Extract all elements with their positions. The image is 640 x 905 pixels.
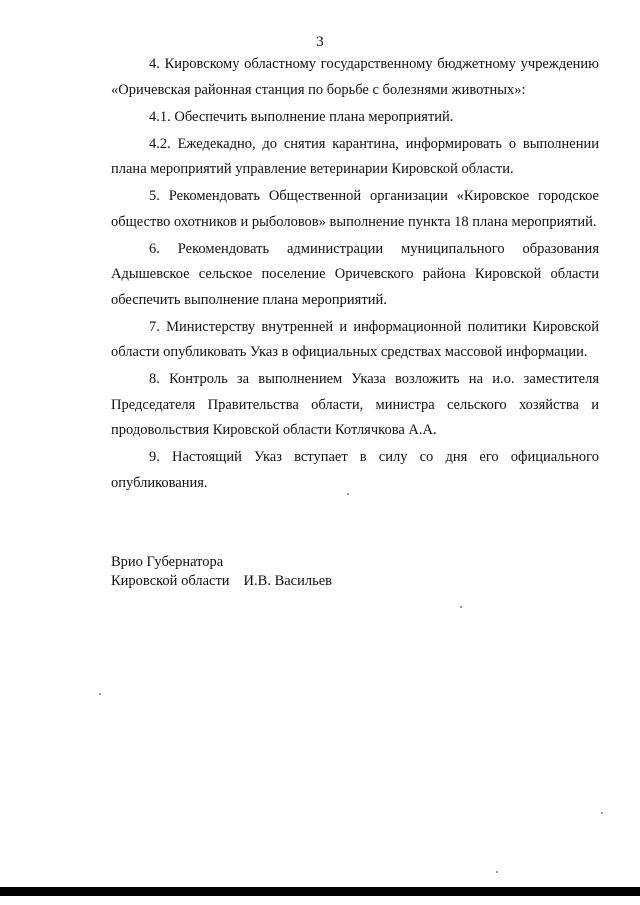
paragraph-item-9: 9. Настоящий Указ вступает в силу со дня его официального опубликования. [111,449,599,491]
paragraph-item-4: 4. Кировскому областному государственному бюджетному учреждению «Оричевская районная станция по борьбе с болезнями животных»: [111,56,599,98]
scan-speck [347,493,349,495]
page-number: 3 [316,34,324,50]
document-body [111,52,599,498]
paragraph-item-4-2: 4.2. Ежедекадно, до снятия карантина, информировать о выполнении плана мероприятий управление ветеринарии Кировской области. [111,135,599,177]
paragraph-item-8: 8. Контроль за выполнением Указа возложить на и.о. заместителя Председателя Правительства области, министра сельского хозяйства и продовольствия Кировской области Котлячкова А.А. [111,371,599,438]
paragraph-item-5: 5. Рекомендовать Общественной организации «Кировское городское общество охотников и рыболовов» выполнение пункта 18 плана мероприятий. [111,188,599,230]
signer-title-line2-row [111,572,332,591]
scan-edge-bar [0,887,640,896]
signer-name: И.В. Васильев [243,573,332,589]
signer-title-line1: Врио Губернатора [111,554,224,570]
scan-speck [99,693,101,695]
paragraph-item-7: 7. Министерству внутренней и информационной политики Кировской области опубликовать Указ в официальных средствах массовой информации. [111,318,599,360]
signer-title-line2: Кировской области [111,573,230,589]
signature-block [111,553,332,591]
paragraph-item-4-1: 4.1. Обеспечить выполнение плана мероприятий. [149,108,454,125]
scan-speck [601,812,603,814]
paragraph-item-6: 6. Рекомендовать администрации муниципального образования Адышевское сельское поселение Оричевского района Кировской области обеспечить выполнение плана мероприятий. [111,240,599,308]
scan-speck [460,606,462,608]
scan-speck [496,871,498,873]
